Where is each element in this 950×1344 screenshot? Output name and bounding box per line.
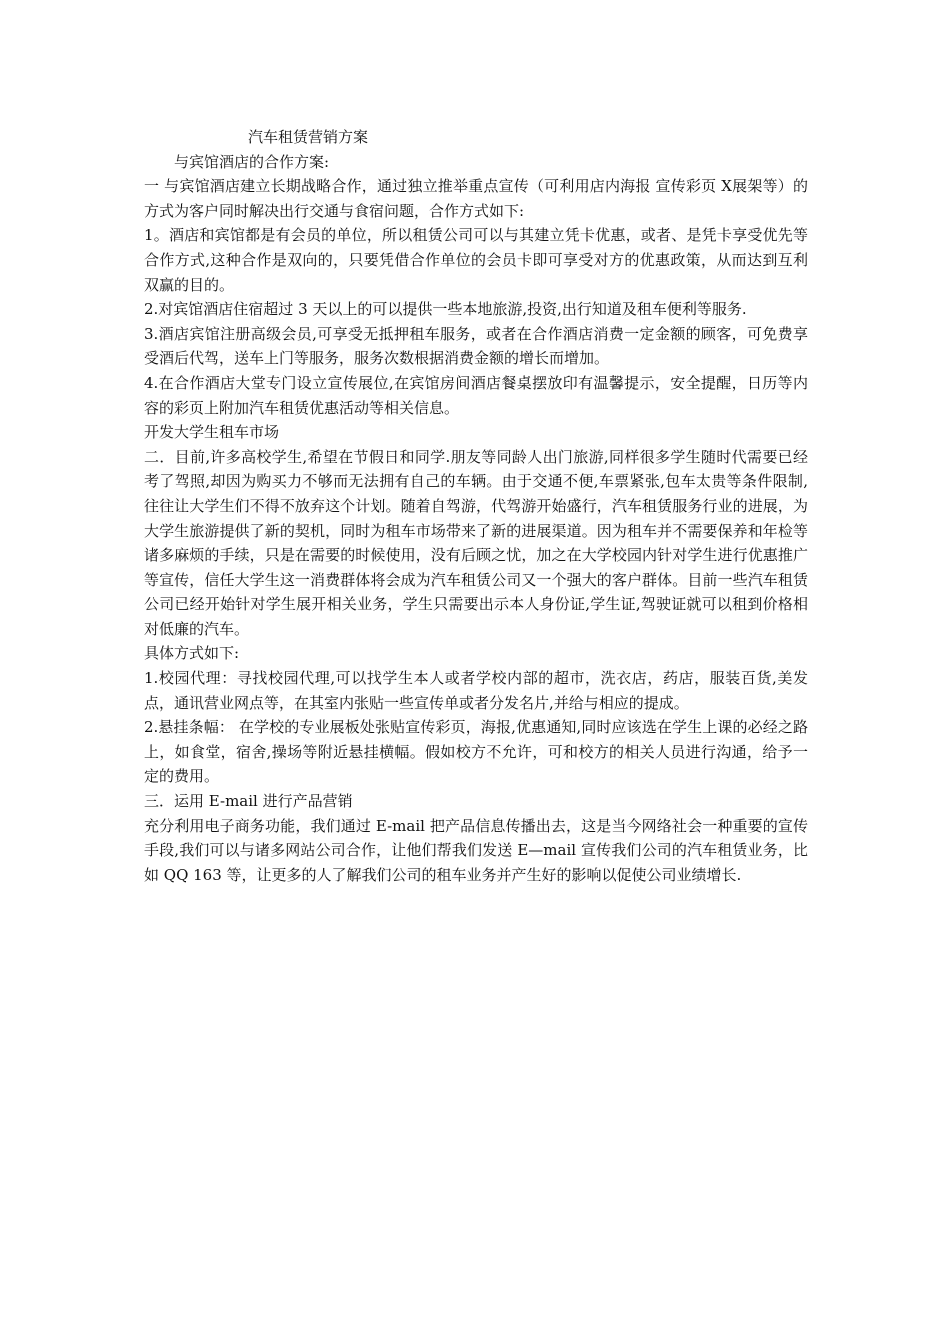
- section-heading-email: 三．运用 E-mail 进行产品营销: [144, 792, 353, 811]
- paragraph-item-3: 3.酒店宾馆注册高级会员,可享受无抵押租车服务，或者在合作酒店消费一定金额的顾客，可免费享受酒后代驾，送车上门等服务，服务次数根据消费金额的增长而增加。: [144, 324, 808, 368]
- document-title: 汽车租赁营销方案: [248, 128, 369, 146]
- paragraph-banners: 2.悬挂条幅： 在学校的专业展板处张贴宣传彩页，海报,优惠通知,同时应该选在学生上课的必经之路上，如食堂，宿舍,操场等附近悬挂横幅。假如校方不允许，可和校方的相关人员进行沟通，给予一定的费用。: [144, 718, 808, 786]
- document-subtitle: 与宾馆酒店的合作方案:: [174, 152, 330, 171]
- paragraph-item-1: 1。酒店和宾馆都是有会员的单位，所以租赁公司可以与其建立凭卡优惠，或者、是凭卡享受优先等合作方式,这种合作是双向的，只要凭借合作单位的会员卡即可享受对方的优惠政策，从而达到互利双赢的目的。: [144, 226, 808, 294]
- paragraph-section-one: 一 与宾馆酒店建立长期战略合作，通过独立推举重点宣传（可利用店内海报 宣传彩页 X展架等）的方式为客户同时解决出行交通与食宿问题，合作方式如下:: [144, 177, 808, 220]
- paragraph-item-4: 4.在合作酒店大堂专门设立宣传展位,在宾馆房间酒店餐桌摆放印有温馨提示，安全提醒，日历等内容的彩页上附加汽车租赁优惠活动等相关信息。: [144, 373, 808, 417]
- paragraph-campus-agent: 1.校园代理：寻找校园代理,可以找学生本人或者学校内部的超市，洗衣店，药店，服装百货,美发点，通讯营业网点等，在其室内张贴一些宣传单或者分发名片,并给与相应的提成。: [144, 669, 808, 712]
- document-page: [144, 125, 808, 887]
- paragraph-section-two: 二．目前,许多高校学生,希望在节假日和同学.朋友等同龄人出门旅游,同样很多学生随时代需要已经考了驾照,却因为购买力不够而无法拥有自己的车辆。由于交通不便,车票紧张,包车太贵等条件限制,往往让大学生们不得不放弃这个计划。随着自驾游，代驾游开始盛行，汽车租赁服务行业的进展，为大学生旅游提供了新的契机，同时为租车市场带来了新的进展渠道。因为租车并不需要保养和年检等诸多麻烦的手续，只是在需要的时候使用，没有后顾之忧，加之在大学校园内针对学生进行优惠推广等宣传，信任大学生这一消费群体将会成为汽车租赁公司又一个强大的客户群体。目前一些汽车租赁公司已经开始针对学生展开相关业务，学生只需要出示本人身份证,学生证,驾驶证就可以租到价格相对低廉的汽车。: [144, 447, 808, 638]
- section-heading-students: 开发大学生租车市场: [144, 423, 280, 442]
- paragraph-email-marketing: 充分利用电子商务功能，我们通过 E-mail 把产品信息传播出去，这是当今网络社会一种重要的宣传手段,我们可以与诸多网站公司合作，让他们帮我们发送 E—mail 宣传我们公司的汽车租赁业务，比如 QQ 163 等，让更多的人了解我们公司的租车业务并产生好的影响以促使公司业绩增长.: [144, 816, 808, 884]
- paragraph-item-2: 2.对宾馆酒店住宿超过 3 天以上的可以提供一些本地旅游,投资,出行知道及租车便利等服务.: [144, 300, 747, 319]
- paragraph-methods-heading: 具体方式如下:: [144, 644, 240, 663]
